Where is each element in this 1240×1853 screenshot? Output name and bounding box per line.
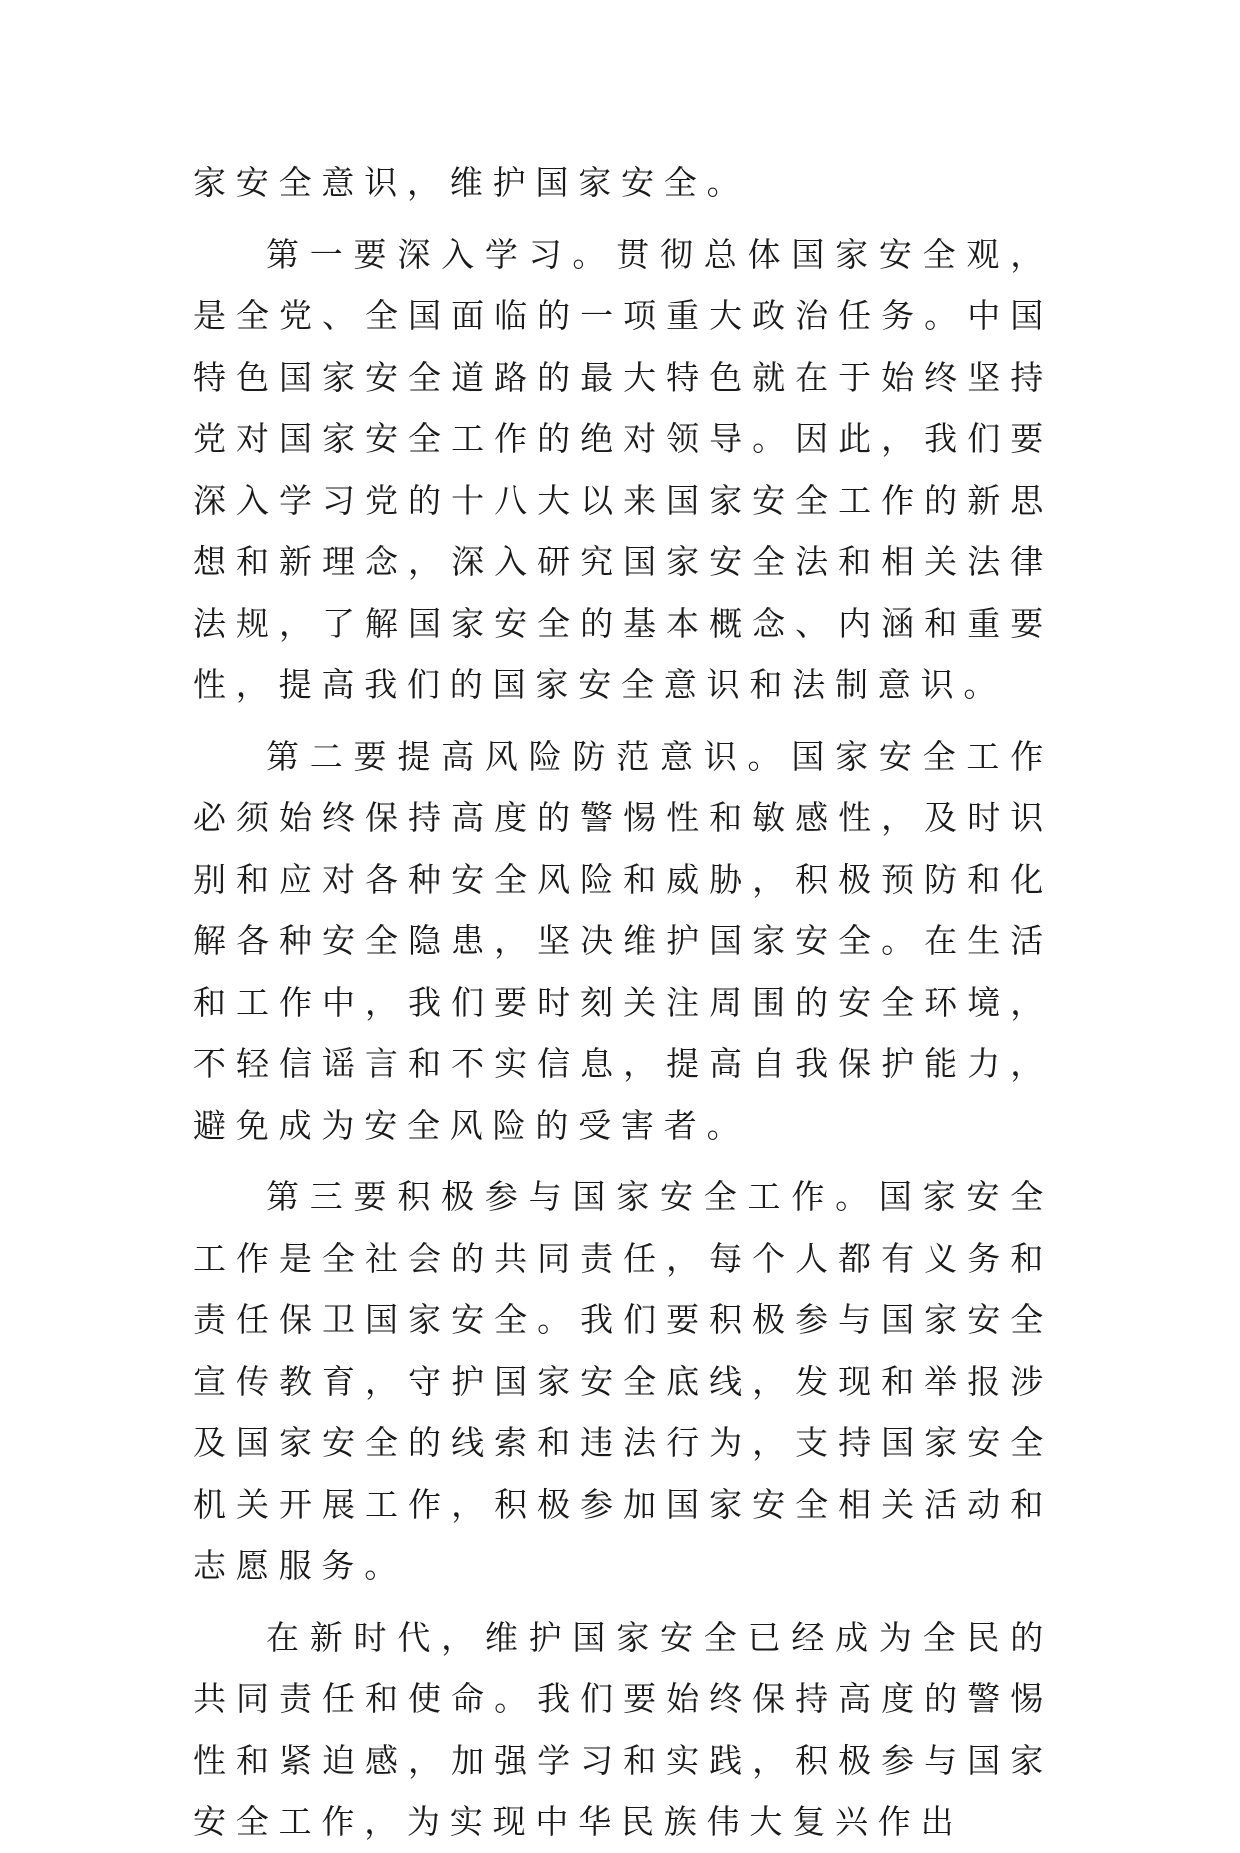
document-body (193, 152, 1053, 1853)
paragraph-third-point: 第三要积极参与国家安全工作。国家安全工作是全社会的共同责任，每个人都有义务和责任保卫国家安全。我们要积极参与国家安全宣传教育，守护国家安全底线，发现和举报涉及国家安全的线索和违法行为，支持国家安全机关开展工作，积极参加国家安全相关活动和志愿服务。 (193, 1177, 1053, 1585)
paragraph-continuation: 家安全意识，维护国家安全。 (193, 163, 750, 202)
paragraph-second-point: 第二要提高风险防范意识。国家安全工作必须始终保持高度的警惕性和敏感性，及时识别和应对各种安全风险和威胁，积极预防和化解各种安全隐患，坚决维护国家安全。在生活和工作中，我们要时刻关注周围的安全环境，不轻信谣言和不实信息，提高自我保护能力，避免成为安全风险的受害者。 (193, 736, 1053, 1145)
paragraph-conclusion: 在新时代，维护国家安全已经成为全民的共同责任和使命。我们要始终保持高度的警惕性和紧迫感，加强学习和实践，积极参与国家安全工作，为实现中华民族伟大复兴作出 (193, 1617, 1053, 1841)
paragraph-first-point: 第一要深入学习。贯彻总体国家安全观，是全党、全国面临的一项重大政治任务。中国特色国家安全道路的最大特色就在于始终坚持党对国家安全工作的绝对领导。因此，我们要深入学习党的十八大以来国家安全工作的新思想和新理念，深入研究国家安全法和相关法律法规，了解国家安全的基本概念、内涵和重要性，提高我们的国家安全意识和法制意识。 (193, 234, 1053, 704)
